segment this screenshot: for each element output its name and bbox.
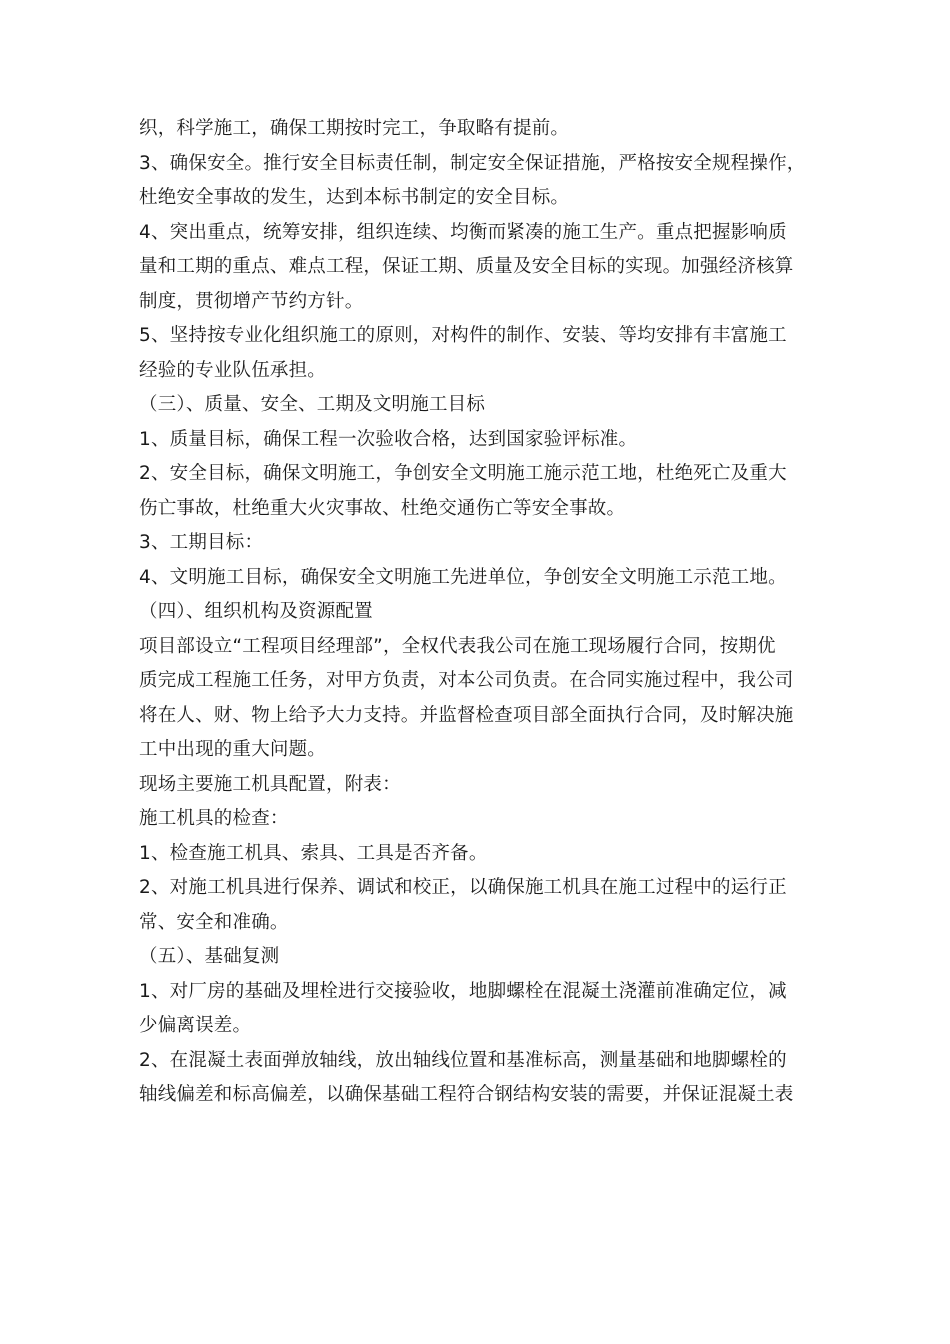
text-line: 项目部设立“工程项目经理部”，全权代表我公司在施工现场履行合同，按期优 bbox=[139, 635, 776, 657]
text-line: 2、安全目标，确保文明施工，争创安全文明施工施示范工地，杜绝死亡及重大 bbox=[139, 463, 787, 484]
text-line: 轴线偏差和标高偏差，以确保基础工程符合钢结构安装的需要，并保证混凝土表 bbox=[139, 1084, 794, 1105]
text-line: 4、突出重点，统筹安排，组织连续、均衡而紧凑的施工生产。重点把握影响质 bbox=[139, 221, 787, 243]
text-line: 5、坚持按专业化组织施工的原则，对构件的制作、安装、等均安排有丰富施工 bbox=[139, 325, 787, 346]
text-line: 制度，贯彻增产节约方针。 bbox=[139, 290, 364, 312]
text-line: 1、质量目标，确保工程一次验收合格，达到国家验评标准。 bbox=[139, 428, 638, 450]
text-line: 工中出现的重大问题。 bbox=[139, 739, 327, 760]
text-line: 伤亡事故，杜绝重大火灾事故、杜绝交通伤亡等安全事故。 bbox=[139, 497, 626, 519]
section-heading: （五）、基础复测 bbox=[139, 946, 280, 967]
text-line: 1、对厂房的基础及埋栓进行交接验收，地脚螺栓在混凝土浇灌前准确定位，减 bbox=[139, 980, 787, 1002]
document-body bbox=[139, 112, 815, 1113]
text-line: 经验的专业队伍承担。 bbox=[139, 359, 327, 381]
text-line: 将在人、财、物上给予大力支持。并监督检查项目部全面执行合同，及时解决施 bbox=[139, 704, 794, 726]
text-line: 现场主要施工机具配置，附表： bbox=[139, 773, 401, 795]
text-line: 1、检查施工机具、索具、工具是否齐备。 bbox=[139, 842, 488, 864]
text-line: 2、对施工机具进行保养、调试和校正，以确保施工机具在施工过程中的运行正 bbox=[139, 877, 787, 898]
text-line: 杜绝安全事故的发生，达到本标书制定的安全目标。 bbox=[139, 187, 570, 208]
text-line: 3、确保安全。推行安全目标责任制，制定安全保证措施，严格按安全规程操作， bbox=[139, 152, 806, 174]
text-line: 常、安全和准确。 bbox=[139, 911, 289, 933]
text-line: 3、工期目标： bbox=[139, 532, 264, 553]
text-line: 量和工期的重点、难点工程，保证工期、质量及安全目标的实现。加强经济核算 bbox=[139, 256, 794, 277]
text-line: 少偏离误差。 bbox=[139, 1015, 252, 1036]
text-line: 2、在混凝土表面弹放轴线，放出轴线位置和基准标高，测量基础和地脚螺栓的 bbox=[139, 1049, 787, 1071]
section-heading: （四）、组织机构及资源配置 bbox=[139, 601, 373, 622]
text-line: 织，科学施工，确保工期按时完工，争取略有提前。 bbox=[139, 118, 570, 139]
text-line: 质完成工程施工任务，对甲方负责，对本公司负责。在合同实施过程中，我公司 bbox=[139, 670, 794, 691]
text-line: 施工机具的检查： bbox=[139, 808, 289, 829]
section-heading: （三）、质量、安全、工期及文明施工目标 bbox=[139, 394, 486, 415]
text-line: 4、文明施工目标，确保安全文明施工先进单位，争创安全文明施工示范工地。 bbox=[139, 566, 787, 588]
